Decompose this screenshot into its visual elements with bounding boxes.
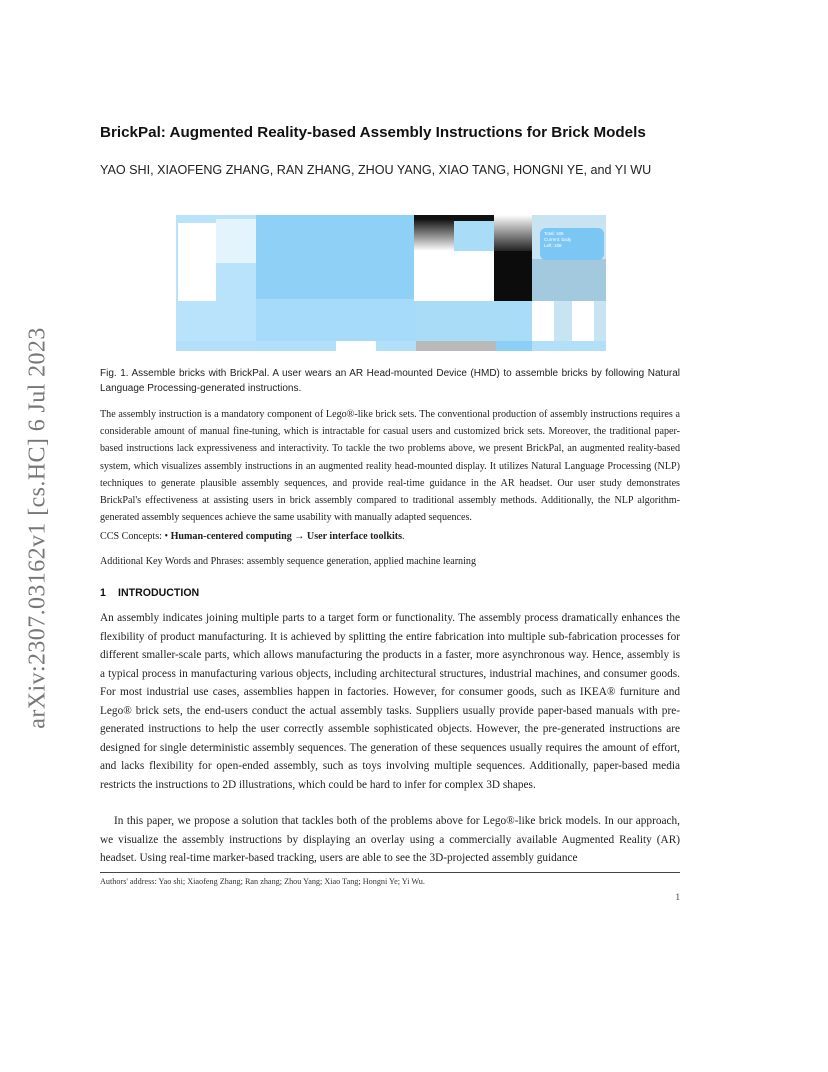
page-number: 1 (675, 892, 680, 902)
intro-paragraph-2: In this paper, we propose a solution that tackles both of the problems above for Lego®-like brick models. In our approach, we visualize the assembly instructions by displaying an overlay using a commercially available Augmented Reality (AR) headset. Using real-time marker-based tracking, users are able to see the 3D-projected assembly guidance (100, 815, 680, 864)
ccs-suffix: . (402, 531, 405, 542)
overlay-line: Current: body (544, 237, 572, 242)
ccs-concepts (100, 531, 680, 542)
figure-gradient-dark (494, 215, 532, 251)
figure-dark-block (494, 251, 532, 301)
paper-title: BrickPal: Augmented Reality-based Assembly Instructions for Brick Models (100, 124, 646, 141)
overlay-line: Left: 188 (544, 243, 562, 248)
figure-right-white-1 (532, 301, 554, 341)
figure-blue-band (256, 299, 416, 343)
figure-light-block (216, 219, 256, 263)
abstract-text: The assembly instruction is a mandatory component of Lego®-like brick sets. The conventional production of assembly instructions requires a considerable amount of manual fine-tuning, which is intractable for casual users and customized brick sets. Moreover, the traditional paper-based instructions lack expressiveness and interactivity. To tackle the two problems above, we present BrickPal, an augmented reality-based system, which visualizes assembly instructions in an augmented reality head-mounted display. It utilizes Natural Language Processing (NLP) techniques to generate plausible assembly sequences, and provide real-time guidance in the AR headset. Our user study demonstrates BrickPal's effectiveness at assisting users in brick assembly compared to traditional assembly methods. Additionally, the NLP algorithm-generated assembly sequences achieve the same usability with manually adapted sequences. (100, 409, 680, 524)
overlay-line: Total: 185 (544, 231, 564, 236)
figure-black-strip (454, 215, 494, 221)
figure-gradient-region (414, 219, 454, 251)
arxiv-sidebar-stamp (8, 0, 68, 1072)
section-number: 1 (100, 587, 106, 599)
ccs-concept-bold: Human-centered computing → User interface toolkits (170, 531, 403, 542)
author-list: YAO SHI, XIAOFENG ZHANG, RAN ZHANG, ZHOU YANG, XIAO TANG, HONGNI YE, and YI WU (100, 163, 652, 177)
section-heading (100, 587, 199, 599)
figure-right-white-2 (572, 301, 594, 341)
ccs-prefix: CCS Concepts: • (100, 531, 171, 542)
section-title: INTRODUCTION (118, 587, 200, 599)
figure-caption: Fig. 1. Assemble bricks with BrickPal. A user wears an AR Head-mounted Device (HMD) to assemble bricks by following Natural Language Processing-generated instructions. (100, 368, 680, 394)
arxiv-identifier: arXiv:2307.03162v1 [cs.HC] 6 Jul 2023 (24, 327, 51, 729)
figure-bottom-blue (496, 341, 532, 351)
figure-bottom-white (336, 341, 376, 351)
figure-bottom-gray (416, 341, 496, 351)
figure-right-gray (532, 259, 606, 301)
figure-white-block (178, 223, 216, 301)
ar-overlay-info-panel (540, 228, 604, 260)
figure-bottom-strip (176, 341, 606, 351)
keywords: Additional Key Words and Phrases: assembly sequence generation, applied machine learning (100, 556, 477, 567)
authors-address-footnote: Authors' address: Yao shi; Xiaofeng Zhang; Ran zhang; Zhou Yang; Xiao Tang; Hongni Ye; Yi Wu. (100, 877, 425, 886)
footnote-divider (100, 872, 680, 873)
intro-paragraph-1: An assembly indicates joining multiple parts to a target form or functionality. The assembly process dramatically enhances the flexibility of product manufacturing. It is achieved by splitting the entire fabrication into multiple sub-fabrication processes for different smaller-scale parts, which allows manufacturing the products in a faster, more asynchronous way. Hence, assembly is a typical process in manufacturing various objects, including architectural structures, industrial machines, and consumer goods. For most industrial use cases, assemblies happen in factories. However, for consumer goods, such as IKEA® furniture and Lego® brick sets, the end-users conduct the actual assembly tasks. Suppliers usually provide paper-based manuals with pre-generated instructions to help the user correctly assemble sophisticated objects. However, the pre-generated instructions are designed for single deterministic assembly sequences. The generation of these sequences usually requires the amount of effort, and lacks flexibility for open-ended assembly, such as toys involving multiple sequences. Additionally, paper-based media restricts the instructions to 2D illustrations, which could be hard to infer for complex 3D shapes. (100, 612, 680, 791)
figure-white-panel (414, 251, 494, 301)
